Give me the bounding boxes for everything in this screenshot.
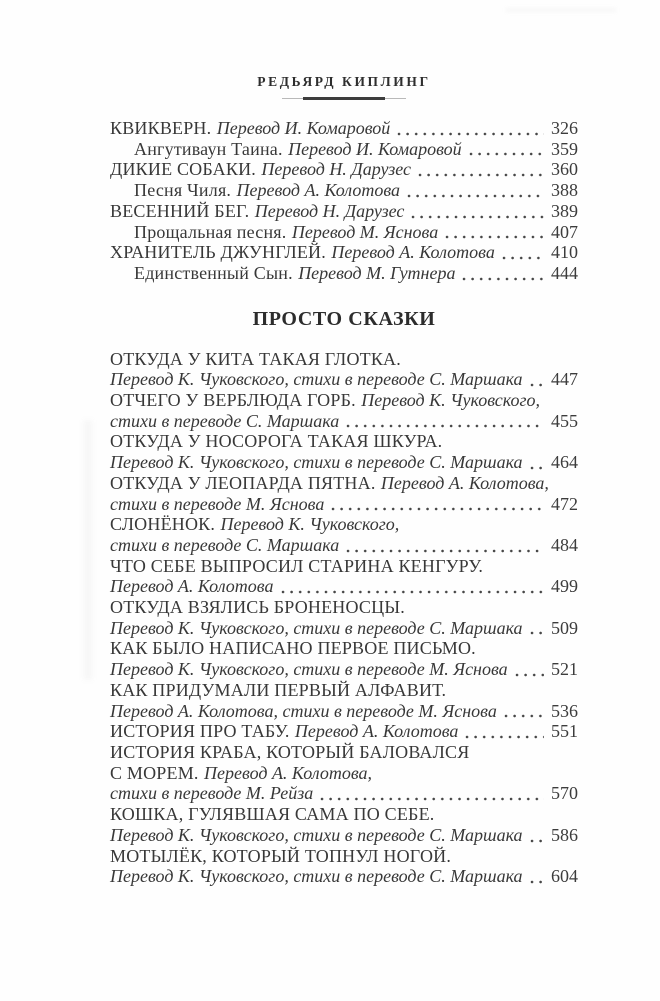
entry-text xyxy=(110,411,339,432)
entry-translator: Перевод А. Колотова, стихи в переводе М. Яснова xyxy=(110,700,497,721)
toc-entry-line xyxy=(110,369,578,390)
entry-title: ОТЧЕГО У ВЕРБЛЮДА ГОРБ. xyxy=(110,390,356,411)
entry-title: Единственный Сын. xyxy=(134,262,293,283)
entry-translator: Перевод К. Чуковского, стихи в переводе С. Маршака xyxy=(110,866,523,887)
toc-entry-line xyxy=(110,556,578,577)
toc-entry-line xyxy=(110,180,578,201)
divider-thick-bar xyxy=(303,97,385,100)
toc-entry-line xyxy=(110,473,578,494)
toc-section-just-so-stories xyxy=(110,349,578,887)
dot-leader xyxy=(469,152,544,156)
dot-leader xyxy=(331,507,544,511)
entry-translator: Перевод И. Комаровой xyxy=(288,138,462,159)
toc-entry-line xyxy=(110,701,578,722)
entry-title: ДИКИЕ СОБАКИ. xyxy=(110,159,256,180)
page-number: 586 xyxy=(551,824,578,845)
section-title: ПРОСТО СКАЗКИ xyxy=(252,307,436,330)
entry-translator: Перевод К. Чуковского, стихи в переводе С. Маршака xyxy=(110,452,523,473)
entry-text xyxy=(110,701,497,722)
toc-entry-line xyxy=(110,118,578,139)
dot-leader xyxy=(530,383,544,387)
entry-text xyxy=(110,618,523,639)
page-number: 388 xyxy=(551,180,578,201)
toc-entry-line xyxy=(110,411,578,432)
entry-text xyxy=(110,638,476,659)
toc-entry-line xyxy=(110,721,578,742)
entry-text xyxy=(110,680,446,701)
entry-title: КВИКВЕРН. xyxy=(110,118,212,138)
entry-translator: стихи в переводе С. Маршака xyxy=(110,410,340,431)
entry-translator: Перевод М. Гутнера xyxy=(298,262,456,283)
entry-text xyxy=(110,118,390,139)
entry-text xyxy=(110,369,523,390)
dot-leader xyxy=(530,880,544,884)
toc-section-jungle-book xyxy=(110,118,578,284)
dot-leader xyxy=(320,797,544,801)
entry-text xyxy=(110,866,523,887)
toc-entry-line xyxy=(110,597,578,618)
entry-text xyxy=(134,263,455,284)
scan-artifact xyxy=(506,8,616,12)
entry-text xyxy=(110,804,434,825)
dot-leader xyxy=(502,256,544,260)
entry-translator: Перевод К. Чуковского, xyxy=(361,390,541,411)
dot-leader xyxy=(397,132,544,136)
entry-text xyxy=(110,742,469,763)
toc-entry-line xyxy=(110,804,578,825)
dot-leader xyxy=(445,235,544,239)
entry-title: КАК ПРИДУМАЛИ ПЕРВЫЙ АЛФАВИТ. xyxy=(110,679,447,700)
entry-translator: Перевод К. Чуковского, стихи в переводе С. Маршака xyxy=(110,824,523,845)
dot-leader xyxy=(462,277,544,281)
entry-text xyxy=(110,659,508,680)
entry-text xyxy=(110,721,458,742)
dot-leader xyxy=(530,466,544,470)
toc-entry-line xyxy=(110,866,578,887)
entry-title: Песня Чиля. xyxy=(134,180,232,201)
toc-entry-line xyxy=(110,763,578,784)
page-number: 444 xyxy=(551,262,578,283)
entry-text xyxy=(110,390,540,411)
entry-translator: Перевод К. Чуковского, стихи в переводе С. Маршака xyxy=(110,617,523,638)
dot-leader xyxy=(515,673,544,677)
entry-translator: Перевод А. Колотова xyxy=(331,242,495,263)
dot-leader xyxy=(411,215,544,219)
dot-leader xyxy=(530,631,544,635)
entry-text xyxy=(110,349,401,370)
dot-leader xyxy=(418,173,544,177)
header-divider-ornament xyxy=(282,97,406,100)
toc-entry-line xyxy=(110,222,578,243)
page-number: 464 xyxy=(551,452,578,473)
dot-leader xyxy=(530,839,544,843)
page-number: 455 xyxy=(551,410,578,431)
toc-entry-line xyxy=(110,514,578,535)
entry-title: ХРАНИТЕЛЬ ДЖУНГЛЕЙ. xyxy=(110,242,326,263)
entry-text xyxy=(110,494,324,515)
entry-title: С МОРЕМ. xyxy=(110,762,199,783)
entry-title: ИСТОРИЯ ПРО ТАБУ. xyxy=(110,721,290,742)
entry-text xyxy=(134,180,400,201)
toc-entry-line xyxy=(110,242,578,263)
toc-entry-line xyxy=(110,159,578,180)
entry-text xyxy=(110,159,411,180)
entry-translator: стихи в переводе М. Рейза xyxy=(110,783,314,804)
page-number: 407 xyxy=(551,221,578,242)
toc-entry-line xyxy=(110,452,578,473)
page-number: 326 xyxy=(551,118,578,138)
toc-entry-line xyxy=(110,825,578,846)
dot-leader xyxy=(346,549,544,553)
entry-text xyxy=(110,473,549,494)
dot-leader xyxy=(407,194,544,198)
dot-leader xyxy=(346,424,544,428)
toc-entry-line xyxy=(110,535,578,556)
page-number: 447 xyxy=(551,369,578,390)
entry-translator: Перевод К. Чуковского, стихи в переводе С. Маршака xyxy=(110,369,523,390)
toc-entry-line xyxy=(110,201,578,222)
page-number: 499 xyxy=(551,576,578,597)
entry-translator: Перевод А. Колотова, xyxy=(204,762,373,783)
page-number: 472 xyxy=(551,493,578,514)
toc-entry-line xyxy=(110,576,578,597)
entry-translator: Перевод Н. Дарузес xyxy=(261,159,412,180)
page-number: 536 xyxy=(551,700,578,721)
entry-text xyxy=(110,846,451,867)
entry-text xyxy=(110,431,442,452)
page-number: 509 xyxy=(551,617,578,638)
entry-translator: стихи в переводе С. Маршака xyxy=(110,534,340,555)
toc-entry-line xyxy=(110,349,578,370)
toc-entry-line xyxy=(110,263,578,284)
entry-title: Прощальная песня. xyxy=(134,221,287,242)
entry-text xyxy=(110,576,274,597)
entry-title: СЛОНЁНОК. xyxy=(110,514,216,535)
page-number: 604 xyxy=(551,866,578,887)
entry-translator: стихи в переводе М. Яснова xyxy=(110,493,325,514)
entry-title: ЧТО СЕБЕ ВЫПРОСИЛ СТАРИНА КЕНГУРУ. xyxy=(110,555,484,576)
entry-title: МОТЫЛЁК, КОТОРЫЙ ТОПНУЛ НОГОЙ. xyxy=(110,845,452,866)
page-number: 551 xyxy=(551,721,578,742)
toc-entry-line xyxy=(110,431,578,452)
toc-entry-line xyxy=(110,390,578,411)
entry-translator: Перевод А. Колотова, xyxy=(380,472,549,493)
entry-title: ИСТОРИЯ КРАБА, КОТОРЫЙ БАЛОВАЛСЯ xyxy=(110,741,470,762)
entry-translator: Перевод А. Колотова xyxy=(110,576,274,597)
toc-entry-line xyxy=(110,618,578,639)
entry-translator: Перевод К. Чуковского, xyxy=(220,514,400,535)
page-number: 410 xyxy=(551,242,578,263)
entry-text xyxy=(110,597,405,618)
page-number: 570 xyxy=(551,783,578,804)
entry-text xyxy=(134,139,462,160)
page-number: 359 xyxy=(551,138,578,159)
dot-leader xyxy=(465,735,544,739)
entry-text xyxy=(110,535,339,556)
entry-translator: Перевод Н. Дарузес xyxy=(254,200,405,221)
entry-text xyxy=(110,556,483,577)
entry-translator: Перевод К. Чуковского, стихи в переводе М. Яснова xyxy=(110,659,508,680)
dot-leader xyxy=(281,590,545,594)
entry-title: Ангутиваун Таина. xyxy=(134,138,283,159)
toc-entry-line xyxy=(110,742,578,763)
entry-text xyxy=(110,825,523,846)
page-number: 389 xyxy=(551,200,578,221)
page-number: 521 xyxy=(551,659,578,680)
entry-text xyxy=(110,242,495,263)
entry-title: ОТКУДА ВЗЯЛИСЬ БРОНЕНОСЦЫ. xyxy=(110,597,405,618)
toc-entry-line xyxy=(110,638,578,659)
toc-entry-line xyxy=(110,680,578,701)
entry-translator: Перевод И. Комаровой xyxy=(216,118,391,138)
author-header: РЕДЬЯРД КИПЛИНГ xyxy=(257,74,431,89)
entry-text xyxy=(134,222,438,243)
entry-text xyxy=(110,201,404,222)
entry-title: КОШКА, ГУЛЯВШАЯ САМА ПО СЕБЕ. xyxy=(110,804,435,825)
page-number: 484 xyxy=(551,534,578,555)
toc-entry-line xyxy=(110,846,578,867)
entry-translator: Перевод А. Колотова xyxy=(236,180,401,201)
entry-translator: Перевод А. Колотова xyxy=(294,721,459,742)
entry-text xyxy=(110,783,313,804)
page-number: 360 xyxy=(551,159,578,180)
entry-title: ОТКУДА У ЛЕОПАРДА ПЯТНА. xyxy=(110,472,376,493)
toc-entry-line xyxy=(110,783,578,804)
scan-artifact xyxy=(84,420,92,680)
entry-text xyxy=(110,452,523,473)
toc-entry-line xyxy=(110,139,578,160)
entry-text xyxy=(110,763,372,784)
entry-title: КАК БЫЛО НАПИСАНО ПЕРВОЕ ПИСЬМО. xyxy=(110,638,476,659)
entry-text xyxy=(110,514,399,535)
entry-translator: Перевод М. Яснова xyxy=(291,221,439,242)
dot-leader xyxy=(504,714,544,718)
toc-entry-line xyxy=(110,494,578,515)
entry-title: ВЕСЕННИЙ БЕГ. xyxy=(110,200,250,221)
entry-title: ОТКУДА У НОСОРОГА ТАКАЯ ШКУРА. xyxy=(110,431,443,452)
toc-entry-line xyxy=(110,659,578,680)
entry-title: ОТКУДА У КИТА ТАКАЯ ГЛОТКА. xyxy=(110,348,401,369)
